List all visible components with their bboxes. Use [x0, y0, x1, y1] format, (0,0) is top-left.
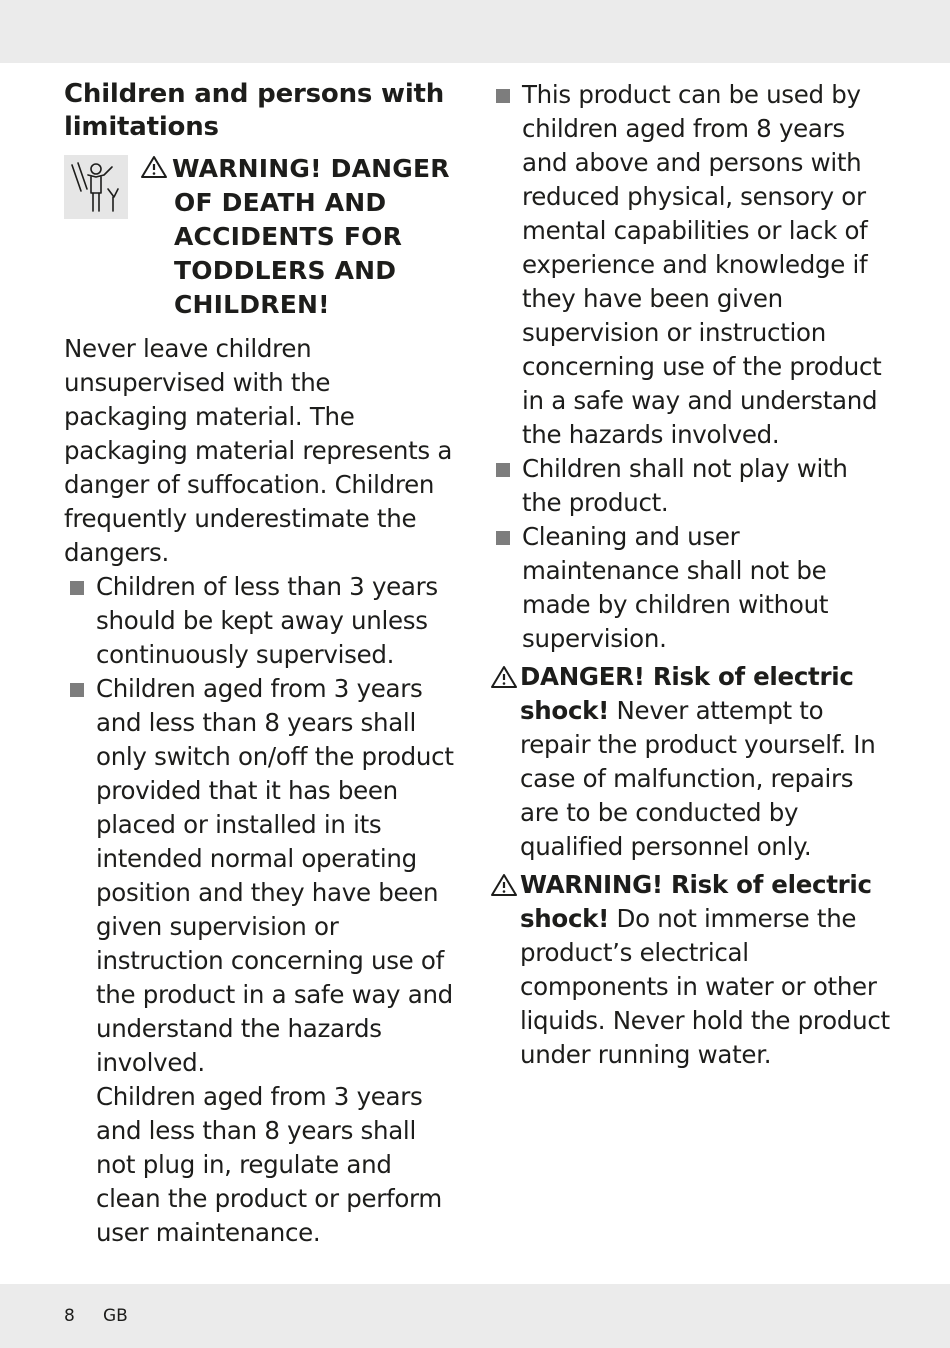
- list-item-text: Children aged from 3 years and less than 8 years shall only switch on/off the product provided that it has been placed or installed in its intended normal operating position and they have been given supervision or instruction concerning use of the product in a safe way and understand the hazards involved.: [96, 674, 454, 1077]
- warning-title: WARNING! DANGER OF DEATH AND ACCIDENTS FOR TODDLERS AND CHILDREN!: [172, 154, 450, 319]
- warning-triangle-icon: [140, 155, 168, 179]
- warning-title-block: [136, 152, 456, 322]
- warning-triangle-icon: [490, 873, 518, 897]
- list-item: [490, 78, 890, 452]
- notice-title: WARNING! Risk of electric shock!: [520, 870, 872, 933]
- section-heading: Children and persons with limitations: [64, 79, 445, 142]
- right-column: [490, 78, 890, 1072]
- intro-paragraph: Never leave children unsupervised with the packaging material. The packaging material represents a danger of suffocation. Children frequently underestimate the dangers.: [64, 334, 453, 567]
- children-at-risk-icon: [64, 155, 128, 219]
- warning-triangle-icon: [490, 665, 518, 689]
- square-bullet-icon: [70, 683, 84, 697]
- footer-band: [0, 1284, 950, 1348]
- list-item-text: This product can be used by children aged from 8 years and above and persons with reduced physical, sensory or mental capabilities or lack of experience and knowledge if they have been given supervision or instruction concerning use of the product in a safe way and understand the hazards involved.: [522, 80, 882, 449]
- notice-title: DANGER! Risk of electric shock!: [520, 662, 854, 725]
- list-item-text: Children of less than 3 years should be kept away unless continuously supervised.: [96, 572, 438, 669]
- list-item: [64, 672, 456, 1080]
- list-item: [490, 520, 890, 656]
- electric-shock-warning-notice: [490, 868, 890, 1072]
- square-bullet-icon: [496, 89, 510, 103]
- electric-shock-danger-notice: [490, 660, 890, 864]
- notice-text: Do not immerse the product’s electrical components in water or other liquids. Never hold the product under running water.: [520, 904, 890, 1069]
- child-warning: [64, 152, 456, 322]
- list-item-text: Children aged from 3 years and less than 8 years shall not plug in, regulate and clean the product or perform user maintenance.: [96, 1082, 442, 1247]
- list-item-text: Children shall not play with the product.: [522, 454, 848, 517]
- square-bullet-icon: [496, 531, 510, 545]
- square-bullet-icon: [70, 581, 84, 595]
- list-item: [64, 570, 456, 672]
- page-number: 8: [64, 1306, 75, 1326]
- left-column: [64, 78, 456, 1250]
- list-item-continuation: [64, 1080, 456, 1250]
- header-band: [0, 0, 950, 63]
- list-item: [490, 452, 890, 520]
- square-bullet-icon: [496, 463, 510, 477]
- list-item-text: Cleaning and user maintenance shall not be made by children without supervision.: [522, 522, 829, 653]
- language-code: GB: [103, 1306, 128, 1326]
- notice-text: Never attempt to repair the product yourself. In case of malfunction, repairs are to be conducted by qualified personnel only.: [520, 696, 876, 861]
